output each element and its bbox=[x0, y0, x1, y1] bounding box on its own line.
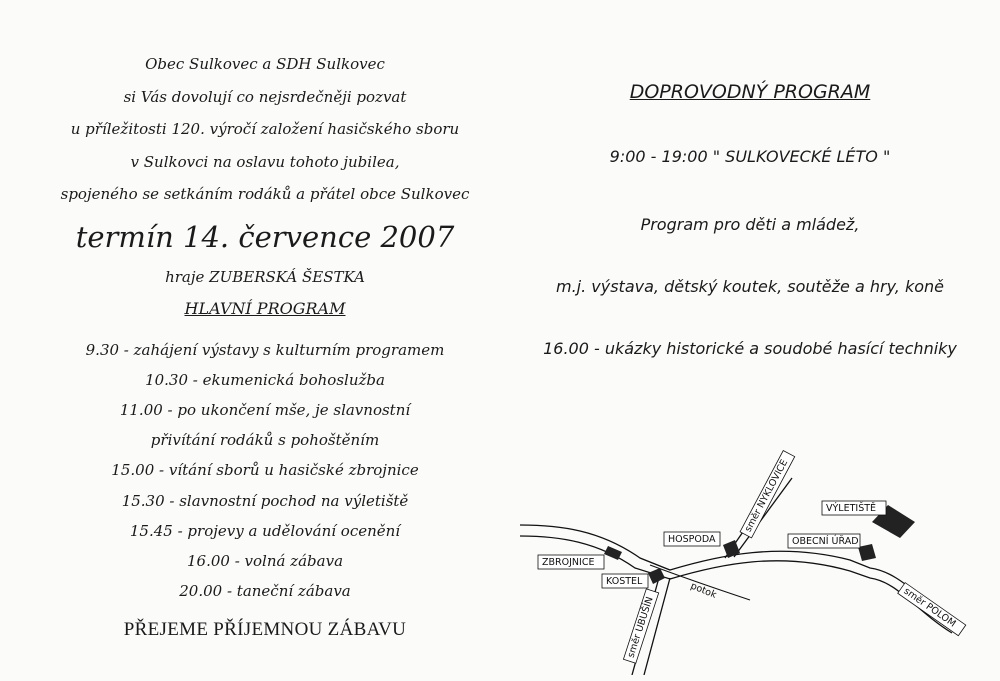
label-text: HOSPODA bbox=[668, 534, 716, 545]
program-item: 11.00 - po ukončení mše, je slavnostní bbox=[119, 400, 411, 419]
label-text: VÝLETIŠTĚ bbox=[826, 503, 877, 514]
label-potok: potok bbox=[688, 580, 718, 601]
band-line: hraje ZUBERSKÁ ŠESTKA bbox=[165, 267, 365, 286]
accompanying-item: Program pro děti a mládež, bbox=[640, 215, 860, 234]
main-program-heading: HLAVNÍ PROGRAM bbox=[184, 298, 346, 318]
building-hospoda bbox=[723, 540, 740, 558]
accompanying-item: 9:00 - 19:00 " SULKOVECKÉ LÉTO " bbox=[609, 147, 891, 166]
closing-wish: PŘEJEME PŘÍJEMNOU ZÁBAVU bbox=[123, 619, 407, 641]
accompanying-item: m.j. výstava, dětský koutek, soutěže a hry, koně bbox=[555, 277, 945, 296]
event-date: termín 14. července 2007 bbox=[75, 219, 455, 254]
label-text: KOSTEL bbox=[606, 576, 643, 587]
program-item: 15.30 - slavnostní pochod na výletiště bbox=[121, 491, 409, 510]
intro-line: u příležitosti 120. výročí založení hasičského sboru bbox=[70, 120, 460, 138]
label-smer-ubusin bbox=[623, 589, 658, 663]
label-zbrojnice bbox=[538, 555, 604, 569]
invitation-column bbox=[40, 48, 490, 641]
building-obecni-urad bbox=[858, 544, 876, 561]
program-item: 16.00 - volná zábava bbox=[186, 551, 344, 570]
intro-line: v Sulkovci na oslavu tohoto jubilea, bbox=[130, 152, 400, 171]
invitation-intro bbox=[40, 48, 490, 211]
building-kostel bbox=[648, 568, 665, 584]
program-item: 9.30 - zahájení výstavy s kulturním programem bbox=[85, 340, 445, 359]
label-text: OBECNÍ ÚŘAD bbox=[792, 536, 859, 547]
label-smer-polom bbox=[898, 583, 966, 636]
accompanying-title: DOPROVODNÝ PROGRAM bbox=[629, 81, 871, 103]
label-hospoda bbox=[664, 532, 720, 546]
map-drawing bbox=[520, 450, 980, 675]
program-item: 20.00 - taneční zábava bbox=[179, 582, 351, 601]
label-kostel bbox=[602, 574, 648, 588]
main-program-list bbox=[40, 335, 490, 607]
label-vyletiste bbox=[822, 501, 886, 515]
intro-line: spojeného se setkáním rodáků a přátel obce Sulkovec bbox=[60, 185, 470, 203]
label-text: směr NYKLOVICE bbox=[742, 457, 791, 534]
label-smer-nyklovice bbox=[740, 451, 795, 538]
intro-line: Obec Sulkovec a SDH Sulkovec bbox=[145, 55, 385, 73]
label-obecni-urad bbox=[788, 534, 860, 548]
program-item: 15.45 - projevy a udělování ocenění bbox=[129, 521, 401, 540]
accompanying-column bbox=[505, 80, 995, 360]
label-text: směr UBUŠÍN bbox=[625, 595, 656, 660]
intro-line: si Vás dovolují co nejsrdečněji pozvat bbox=[123, 87, 407, 106]
program-item: 15.00 - vítání sborů u hasičské zbrojnice bbox=[111, 461, 419, 480]
program-item: 10.30 - ekumenická bohoslužba bbox=[145, 370, 385, 389]
program-item: přivítání rodáků s pohoštěním bbox=[150, 431, 380, 450]
accompanying-item: 16.00 - ukázky historické a soudobé hasící techniky bbox=[543, 339, 957, 358]
label-text: směr POLOM bbox=[901, 585, 958, 630]
label-text: ZBROJNICE bbox=[542, 557, 595, 568]
village-map bbox=[520, 450, 980, 675]
main-road bbox=[520, 525, 960, 633]
